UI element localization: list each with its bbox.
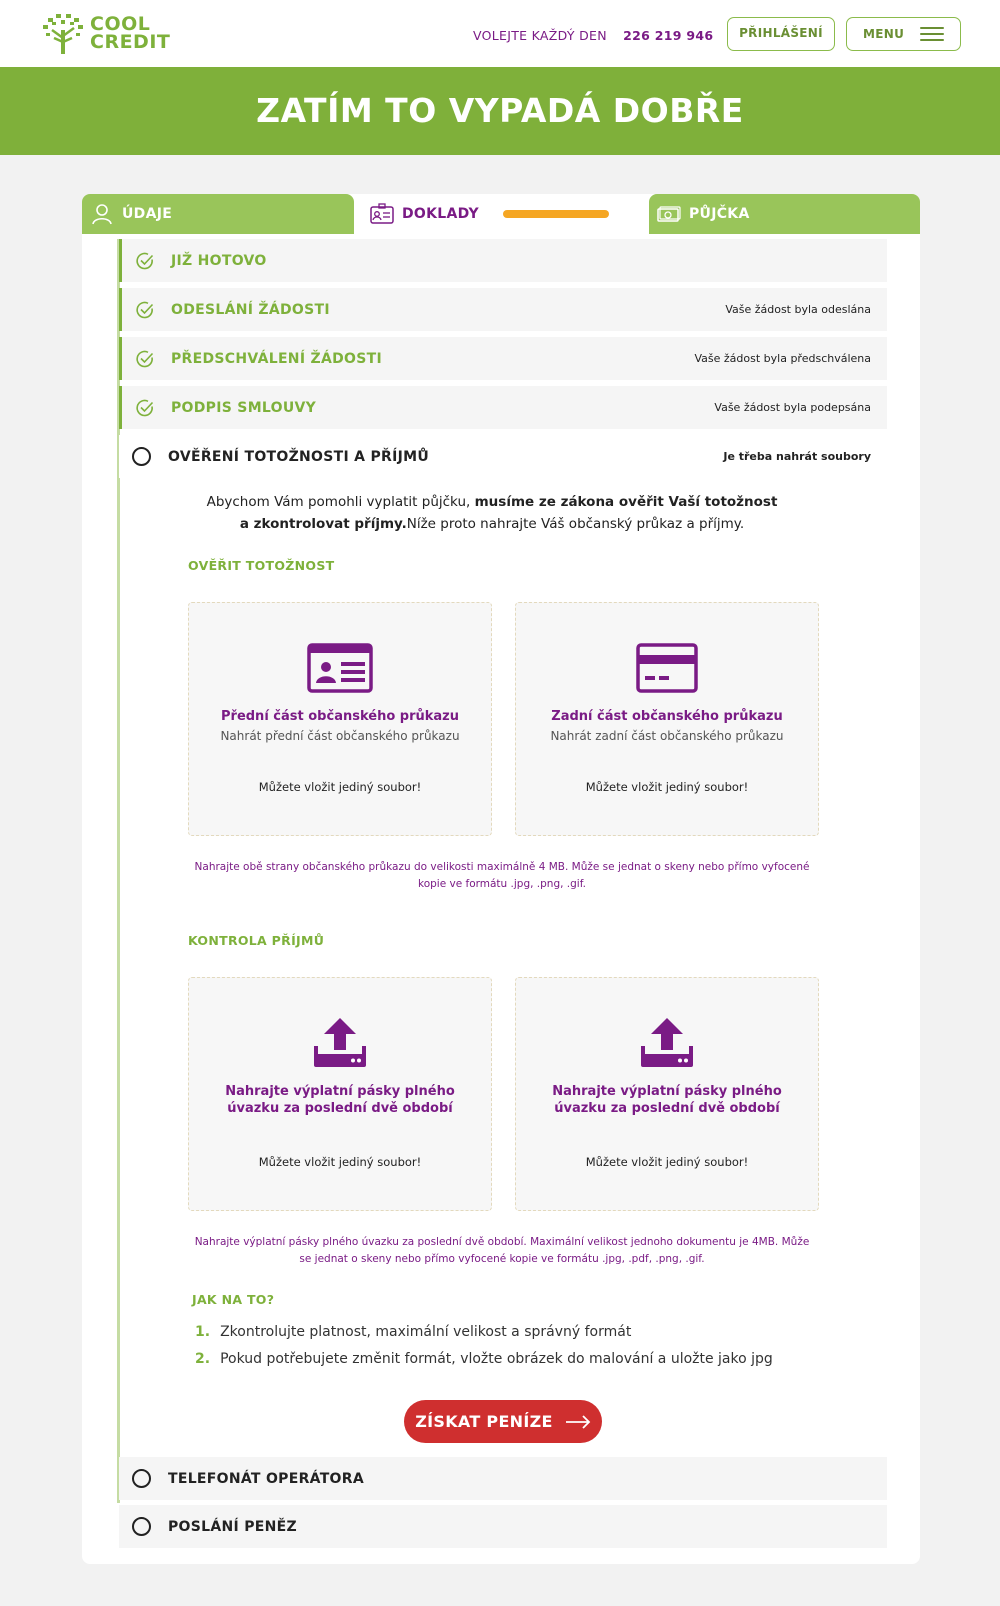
howto-item — [195, 1324, 631, 1340]
upload-note: Můžete vložit jediný soubor! — [585, 780, 749, 794]
identity-hint — [192, 859, 812, 893]
upload-subtitle: Nahrát zadní část občanského průkazu — [550, 729, 784, 743]
upload-subtitle: Nahrát přední část občanského průkazu — [220, 729, 460, 743]
upload-title: Zadní část občanského průkazu — [551, 709, 783, 724]
howto-text: Zkontrolujte platnost, maximální velikost a správný formát — [220, 1324, 632, 1340]
hamburger-icon — [920, 27, 944, 41]
upload-title — [526, 1083, 808, 1117]
check-circle-icon — [135, 349, 155, 369]
howto-num: 2. — [195, 1351, 211, 1367]
howto-text: Pokud potřebujete změnit formát, vložte obrázek do malování a uložte jako jpg — [220, 1351, 773, 1367]
intro-part2: Níže proto nahrajte Váš občanský průkaz a příjmy. — [406, 516, 745, 532]
upload-income-1[interactable] — [188, 977, 492, 1211]
step-title: OVĚŘENÍ TOTOŽNOSTI A PŘÍJMŮ — [168, 448, 430, 465]
howto-item — [195, 1351, 773, 1367]
upload-title: Přední část občanského průkazu — [221, 709, 459, 724]
menu-label: MENU — [863, 27, 905, 41]
step-title: POSLÁNÍ PENĚZ — [168, 1518, 297, 1535]
identity-title: OVĚŘIT TOTOŽNOST — [188, 558, 335, 573]
title-line: Nahrajte výplatní pásky plného — [552, 1084, 782, 1099]
call-label: VOLEJTE KAŽDÝ DEN — [473, 28, 607, 43]
tab-doklady[interactable] — [362, 194, 642, 234]
upload-note: Můžete vložit jediný soubor! — [258, 1155, 422, 1169]
login-button[interactable]: PŘIHLÁŠENÍ — [727, 17, 835, 51]
upload-icon — [313, 1016, 367, 1068]
step-title: JIŽ HOTOVO — [171, 252, 267, 269]
check-circle-icon — [135, 251, 155, 271]
howto-title: JAK NA TO? — [192, 1292, 275, 1307]
credit-card-icon — [636, 643, 698, 693]
check-circle-icon — [135, 398, 155, 418]
upload-id-back[interactable] — [515, 602, 819, 836]
logo-line-2: CREDIT — [90, 31, 171, 53]
upload-note: Můžete vložit jediný soubor! — [585, 1155, 749, 1169]
step-status: Vaše žádost byla odeslána — [725, 303, 871, 316]
title-line: úvazku za poslední dvě období — [227, 1101, 453, 1116]
phone-line — [473, 28, 713, 43]
tab-label: PŮJČKA — [689, 206, 750, 222]
intro-bold1: musíme ze zákona ověřit Vaší totožnost — [474, 494, 778, 510]
step-submit[interactable] — [119, 288, 887, 331]
tab-label: ÚDAJE — [122, 206, 173, 222]
circle-icon — [132, 447, 152, 467]
tab-label: DOKLADY — [402, 206, 479, 222]
header — [0, 0, 1000, 67]
step-done[interactable] — [119, 239, 887, 282]
get-money-button[interactable] — [404, 1400, 602, 1443]
money-icon — [657, 203, 681, 225]
title-line: Nahrajte výplatní pásky plného — [225, 1084, 455, 1099]
step-title: ODESLÁNÍ ŽÁDOSTI — [171, 301, 330, 318]
title-line: úvazku za poslední dvě období — [554, 1101, 780, 1116]
tab-udaje[interactable] — [82, 194, 354, 234]
upload-note: Můžete vložit jediný soubor! — [258, 780, 422, 794]
hint-line: se jednat o skeny nebo přímo vyfocené kopie ve formátu .jpg, .pdf, .png, .gif. — [299, 1253, 705, 1265]
intro-text — [182, 491, 802, 535]
logo-text — [90, 15, 170, 51]
hint-line: Nahrajte obě strany občanského průkazu do velikosti maximálně 4 MB. Může se jednat o skeny nebo přímo vyfocené — [194, 861, 810, 873]
tab-pujcka[interactable] — [649, 194, 920, 234]
id-card-icon — [370, 203, 394, 225]
circle-icon — [132, 1517, 152, 1537]
check-circle-icon — [135, 300, 155, 320]
upload-id-front[interactable] — [188, 602, 492, 836]
step-title: PODPIS SMLOUVY — [171, 399, 317, 416]
howto-num: 1. — [195, 1324, 211, 1340]
logo[interactable] — [40, 12, 170, 54]
id-card-icon — [307, 643, 373, 693]
phone-number[interactable]: 226 219 946 — [623, 28, 714, 43]
tabs — [82, 194, 920, 234]
application-card — [82, 194, 920, 1564]
step-payout[interactable] — [119, 1505, 887, 1548]
step-status: Vaše žádost byla podepsána — [714, 401, 871, 414]
intro-bold2: a zkontrolovat příjmy. — [239, 516, 407, 532]
cta-label: ZÍSKAT PENÍZE — [415, 1412, 553, 1431]
upload-title — [199, 1083, 481, 1117]
step-operator-call[interactable] — [119, 1457, 887, 1500]
menu-button[interactable] — [846, 17, 961, 51]
circle-icon — [132, 1469, 152, 1489]
step-preapproval[interactable] — [119, 337, 887, 380]
intro-part1: Abychom Vám pomohli vyplatit půjčku, — [206, 494, 475, 510]
upload-icon — [640, 1016, 694, 1068]
income-hint — [192, 1234, 812, 1268]
step-status: Je třeba nahrát soubory — [723, 450, 871, 463]
income-title: KONTROLA PŘÍJMŮ — [188, 933, 325, 948]
hint-line: kopie ve formátu .jpg, .png, .gif. — [418, 878, 586, 890]
page-title: ZATÍM TO VYPADÁ DOBŘE — [0, 67, 1000, 155]
progress-bar — [503, 210, 609, 218]
arrow-right-icon — [565, 1415, 591, 1429]
upload-income-2[interactable] — [515, 977, 819, 1211]
user-icon — [90, 203, 114, 225]
step-title: TELEFONÁT OPERÁTORA — [168, 1470, 364, 1487]
step-title: PŘEDSCHVÁLENÍ ŽÁDOSTI — [171, 350, 382, 367]
step-status: Vaše žádost byla předschválena — [694, 352, 871, 365]
logo-line-1: COOL — [90, 13, 151, 35]
step-verification[interactable] — [119, 435, 887, 478]
hint-line: Nahrajte výplatní pásky plného úvazku za poslední dvě období. Maximální velikost jednoho dokumentu je 4MB. Může — [194, 1236, 810, 1248]
step-signature[interactable] — [119, 386, 887, 429]
tree-logo-icon — [40, 12, 86, 54]
